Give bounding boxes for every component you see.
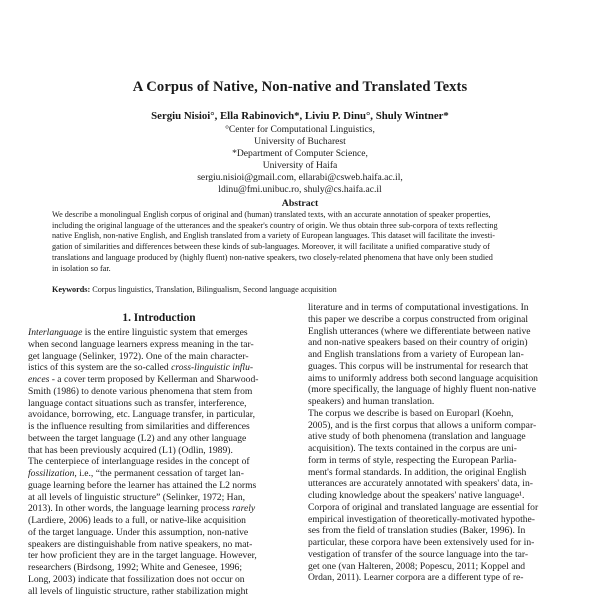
keywords-label: Keywords: <box>52 285 91 294</box>
body-text-line: is the influence resulting from similarities and differences <box>28 421 250 432</box>
body-text-line: guage learning before the learner has attained the L2 norms <box>28 479 257 491</box>
section-heading-introduction: 1. Introduction <box>122 312 196 324</box>
body-text-line: guages. This corpus will be instrumental for research that <box>308 360 529 372</box>
body-text-line: avoidance, borrowing, etc. Language transfer, in particular, <box>28 409 255 421</box>
body-text-line: get one (van Halteren, 2008; Popescu, 2011; Koppel and <box>308 560 526 572</box>
body-text-line: ences - a cover term proposed by Kellerman and Sharwood- <box>28 374 259 385</box>
body-text-line: 2013). In other words, the language learning process rarely <box>28 503 256 515</box>
body-text-line: vestigation of transfer of the source language into the tar- <box>308 548 529 560</box>
body-text-line: empirical investigation of theoretically-motivated hypothe- <box>308 513 535 525</box>
body-text-line: The centerpiece of interlanguage resides in the concept of <box>28 456 250 468</box>
body-text-line: literature and in terms of computational investigations. In <box>308 302 529 313</box>
body-text-line: form in terms of style, respecting the European Parlia- <box>308 454 517 466</box>
body-text-line: and English translations from a variety of European lan- <box>308 349 524 360</box>
body-text-line: aims to uniformly address both second language acquisition <box>308 372 538 384</box>
paper-title: A Corpus of Native, Non-native and Translated Texts <box>132 79 468 95</box>
body-text-line: Corpora of original and translated language are essential for <box>308 501 539 513</box>
left-column <box>28 327 292 597</box>
body-text-line: between the target language (L2) and any other language <box>28 432 247 444</box>
body-text-line: Long, 2003) indicate that fossilization does not occur on <box>28 573 245 585</box>
body-text-line: ative study of both phenomena (translation and language <box>308 431 526 443</box>
abstract-line: gation of similarities and differences between these kinds of sub-languages. Moreover, it will facilitate a unified comparative study of <box>52 242 490 252</box>
body-text-line: 2005), and is the first corpus that allows a uniform compar- <box>308 419 537 431</box>
abstract-line: translations and language produced by (highly fluent) non-native speakers, two closely-related phenomena that have only been studied <box>52 252 493 262</box>
abstract-line: native English, non-native English, and English translated from a variety of European languages. This dataset will facilitate the investi- <box>52 231 495 241</box>
body-text-line: ses from the field of translation studies (Baker, 1996). In <box>308 525 526 537</box>
affiliation-line: University of Haifa <box>262 160 338 171</box>
body-text-line: language contact situations such as transfer, interference, <box>28 397 247 409</box>
abstract-line: We describe a monolingual English corpus of original and (human) translated texts, with an accurate annotation of speaker properties, <box>52 210 491 219</box>
emphasized-term: ences <box>28 374 50 385</box>
body-text-line: this paper we describe a corpus constructed from original <box>308 313 529 325</box>
body-text-line: acquisition). The texts contained in the corpus are uni- <box>308 443 517 454</box>
author-list: Sergiu Nisioi°, Ella Rabinovich*, Liviu P. Dinu°, Shuly Wintner* <box>151 110 449 122</box>
body-text-line: speakers) and human translation. <box>308 396 435 407</box>
body-text-line: (more specifically, the language of highly fluent non-native <box>308 384 536 396</box>
body-text-line: ter how proficient they are in the target language. However, <box>28 550 257 562</box>
email-line: ldinu@fmi.unibuc.ro, shuly@cs.haifa.ac.il <box>218 184 382 195</box>
body-text-line: istics of this system are the so-called cross-linguistic influ- <box>28 362 254 374</box>
body-text-line: (Lardiere, 2006) leads to a full, or native-like acquisition <box>28 515 246 526</box>
body-text-line: when second language learners express meaning in the tar- <box>28 338 254 350</box>
abstract-line: including the original language of the utterances and the speaker's country of origin. We thus obtain three sub-corpora of texts reflecting <box>52 220 498 230</box>
body-text-line: that has been previously acquired (L1) (Odlin, 1989). <box>28 444 233 456</box>
abstract-heading: Abstract <box>281 198 319 209</box>
body-text-line: fossilization, i.e., “the permanent cessation of target lan- <box>28 468 244 479</box>
body-text-line: utterances are accurately annotated with speakers' data, in- <box>308 478 533 490</box>
body-text-line: Ordan, 2011). Learner corpora are a different type of re- <box>308 572 524 584</box>
emphasized-term: rarely <box>232 503 256 515</box>
body-text-line: ment's formal standards. In addition, the original English <box>308 466 527 478</box>
body-text-line: speakers are distinguishable from native speakers, no mat- <box>28 538 253 550</box>
keywords-text: Corpus linguistics, Translation, Bilingualism, Second language acquisition <box>90 285 337 294</box>
affiliation-line: *Department of Computer Science, <box>232 148 368 159</box>
affiliations <box>0 124 600 196</box>
emphasized-term: Interlanguage <box>28 327 83 338</box>
body-text-line: English utterances (where we differentiate between native <box>308 325 531 337</box>
right-column <box>308 302 572 584</box>
email-line: sergiu.nisioi@gmail.com, ellarabi@csweb.haifa.ac.il, <box>197 172 403 183</box>
abstract-line: in isolation so far. <box>52 263 111 273</box>
affiliation-line: University of Bucharest <box>254 136 346 147</box>
body-text-line: cluding knowledge about the speakers' native language¹. <box>308 490 525 501</box>
body-text-line: The corpus we describe is based on Europarl (Koehn, <box>308 407 514 419</box>
body-text-line: particular, these corpora have been extensively used for in- <box>308 537 535 548</box>
body-text-line: Smith (1986) to denote various phenomena that stem from <box>28 385 253 397</box>
body-text-line: Interlanguage is the entire linguistic system that emerges <box>28 327 248 338</box>
emphasized-term: cross-linguistic influ- <box>171 362 254 374</box>
emphasized-term: fossilization <box>28 468 75 479</box>
affiliation-line: °Center for Computational Linguistics, <box>225 124 375 135</box>
keywords <box>52 285 548 296</box>
body-text-line: get language (Selinker, 1972). One of the main character- <box>28 350 249 362</box>
abstract-text <box>52 210 548 274</box>
body-text-line: and non-native speakers based on their country of origin) <box>308 337 528 349</box>
body-text-line: researchers (Birdsong, 1992; White and Genesee, 1996; <box>28 562 243 573</box>
body-text-line: all levels of linguistic structure, rather stabilization might <box>28 585 249 597</box>
body-text-line: at all levels of linguistic structure” (Selinker, 1972; Han, <box>28 491 246 503</box>
body-text-line: of the target language. Under this assumption, non-native <box>28 526 249 538</box>
